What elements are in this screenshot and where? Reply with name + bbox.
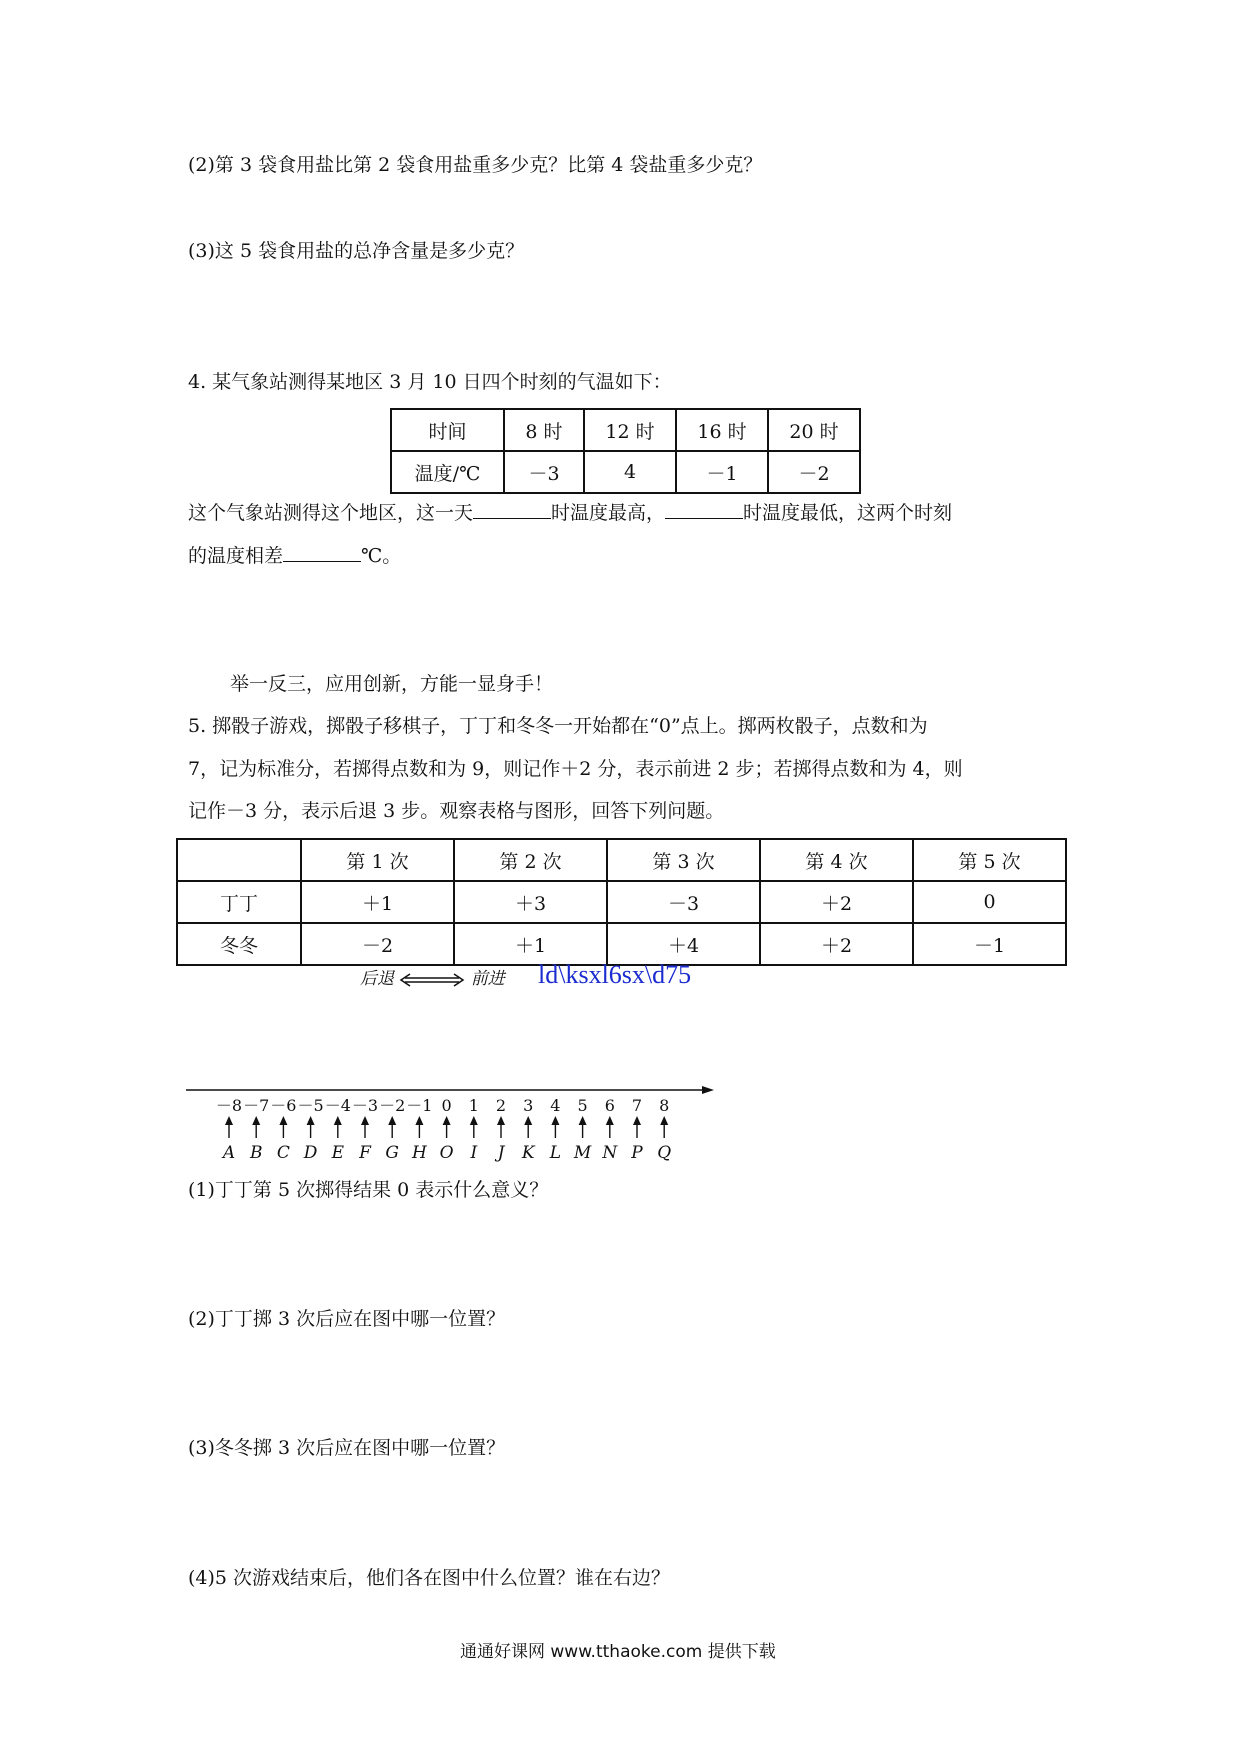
tick-label: －1 [406,1096,433,1115]
table-cell: 第 1 次 [301,839,454,881]
table-cell: －2 [768,451,860,493]
tick-label: －5 [297,1096,324,1115]
table-cell: ＋3 [454,881,607,923]
up-arrowhead-icon [307,1116,315,1125]
table-cell: 12 时 [584,409,676,451]
answer-blank-highest[interactable] [473,500,551,519]
point-letter: D [303,1143,318,1163]
tick-label: 3 [523,1096,534,1115]
table-cell: －1 [676,451,768,493]
number-line-graphic [186,1080,716,1172]
point-letter: C [276,1143,290,1163]
table-cell: 20 时 [768,409,860,451]
up-arrowhead-icon [524,1116,532,1125]
up-arrowhead-icon [497,1116,505,1125]
up-arrowhead-icon [225,1116,233,1125]
q4-answer-line2 [188,543,401,568]
up-arrowhead-icon [388,1116,396,1125]
table-cell: 丁丁 [177,881,301,923]
q4-answer-line1 [188,500,952,525]
up-arrowhead-icon [660,1116,668,1125]
tick-label: 7 [631,1096,643,1115]
forward-label: 前进 [470,969,505,989]
table-cell: －2 [301,923,454,965]
point-letter: I [470,1143,478,1163]
tick-label: －7 [243,1096,270,1115]
table-row [177,923,1066,965]
table-cell: ＋1 [454,923,607,965]
table-row [177,881,1066,923]
answer-text: 的温度相差 [188,545,284,567]
answer-text: 这个气象站测得这个地区，这一天 [188,502,474,524]
point-letter: O [439,1143,454,1163]
table-row [391,409,860,451]
tick-label: －3 [351,1096,379,1115]
q3-part2: (2)第 3 袋食用盐比第 2 袋食用盐重多少克？比第 4 袋盐重多少克？ [188,154,763,176]
resource-code: ld\ksxl6sx\d75 [538,960,692,989]
up-arrowhead-icon [415,1116,423,1125]
point-letter: L [549,1143,562,1163]
tick-label: －8 [215,1096,243,1115]
q5-part4: (4)5 次游戏结束后，他们各在图中什么位置？谁在右边？ [188,1567,671,1589]
up-arrowhead-icon [606,1116,614,1125]
point-letter: M [573,1143,592,1163]
q5-part2: (2)丁丁掷 3 次后应在图中哪一位置？ [188,1308,506,1330]
q3-part3: (3)这 5 袋食用盐的总净含量是多少克？ [188,240,525,262]
point-letter: K [521,1143,535,1163]
dice-game-table [176,838,1067,966]
up-arrowhead-icon [252,1116,260,1125]
answer-text: 时温度最低，这两个时刻 [743,502,953,524]
tick-label: 6 [604,1096,615,1115]
axis-arrowhead-icon [702,1086,714,1094]
answer-text: 时温度最高， [551,502,666,524]
tick-label: 8 [659,1096,670,1115]
table-cell: 温度/℃ [391,451,504,493]
tick-label: 0 [441,1096,452,1115]
answer-text: ℃。 [361,545,402,567]
up-arrowhead-icon [443,1116,451,1125]
answer-blank-lowest[interactable] [665,500,743,519]
up-arrowhead-icon [551,1116,559,1125]
up-arrowhead-icon [361,1116,369,1125]
q5-line3: 记作－3 分，表示后退 3 步。观察表格与图形，回答下列问题。 [188,800,725,822]
q5-line2: 7，记为标准分，若掷得点数和为 9，则记作＋2 分，表示前进 2 步；若掷得点数和为 4，则 [188,758,963,780]
table-cell: 0 [913,881,1066,923]
tick-label: 2 [495,1096,507,1115]
table-cell: －1 [913,923,1066,965]
tick-label: －2 [379,1096,406,1115]
q5-line1: 5. 掷骰子游戏，掷骰子移棋子，丁丁和冬冬一开始都在“0”点上。掷两枚骰子，点数和为 [188,715,928,737]
up-arrowhead-icon [633,1116,641,1125]
table-cell: 冬冬 [177,923,301,965]
point-letter: E [331,1143,345,1163]
q5-part3: (3)冬冬掷 3 次后应在图中哪一位置？ [188,1437,506,1459]
table-cell: ＋2 [760,923,913,965]
temperature-table [390,408,861,494]
direction-hint [360,964,505,989]
tick-label: －4 [324,1096,351,1115]
tick-label: 1 [468,1096,479,1115]
table-cell: 第 5 次 [913,839,1066,881]
number-line [186,1080,716,1176]
up-arrowhead-icon [470,1116,478,1125]
point-letter: B [249,1143,263,1163]
up-arrowhead-icon [334,1116,342,1125]
table-cell: 第 3 次 [607,839,760,881]
point-letter: J [497,1143,505,1163]
double-arrow-icon [399,973,465,987]
up-arrowhead-icon [579,1116,587,1125]
table-cell: 4 [584,451,676,493]
table-cell: 16 时 [676,409,768,451]
point-letter: N [602,1143,618,1163]
table-cell: ＋1 [301,881,454,923]
point-letter: H [411,1143,427,1163]
table-cell: ＋2 [760,881,913,923]
answer-blank-difference[interactable] [283,543,361,562]
table-row [391,451,860,493]
point-letter: F [359,1143,371,1163]
back-label: 后退 [360,969,394,989]
point-letter: A [222,1143,236,1163]
tick-label: 5 [577,1096,588,1115]
point-letter: Q [657,1143,672,1163]
up-arrowhead-icon [279,1116,287,1125]
q5-part1: (1)丁丁第 5 次掷得结果 0 表示什么意义？ [188,1179,549,1201]
table-cell: －3 [607,881,760,923]
table-cell: 第 2 次 [454,839,607,881]
table-row [177,839,1066,881]
table-cell: ＋4 [607,923,760,965]
point-letter: P [631,1143,643,1163]
table-cell: 时间 [391,409,504,451]
page-footer: 通通好课网 www.tthaoke.com 提供下载 [460,1642,776,1662]
table-cell [177,839,301,881]
table-cell: 第 4 次 [760,839,913,881]
q4-intro: 4. 某气象站测得某地区 3 月 10 日四个时刻的气温如下： [188,371,672,393]
tick-label: －6 [270,1096,297,1115]
tick-label: 4 [550,1096,561,1115]
table-cell: －3 [504,451,584,493]
table-cell: 8 时 [504,409,584,451]
q5-motto: 举一反三，应用创新，方能一显身手！ [230,673,554,695]
point-letter: G [385,1143,399,1163]
